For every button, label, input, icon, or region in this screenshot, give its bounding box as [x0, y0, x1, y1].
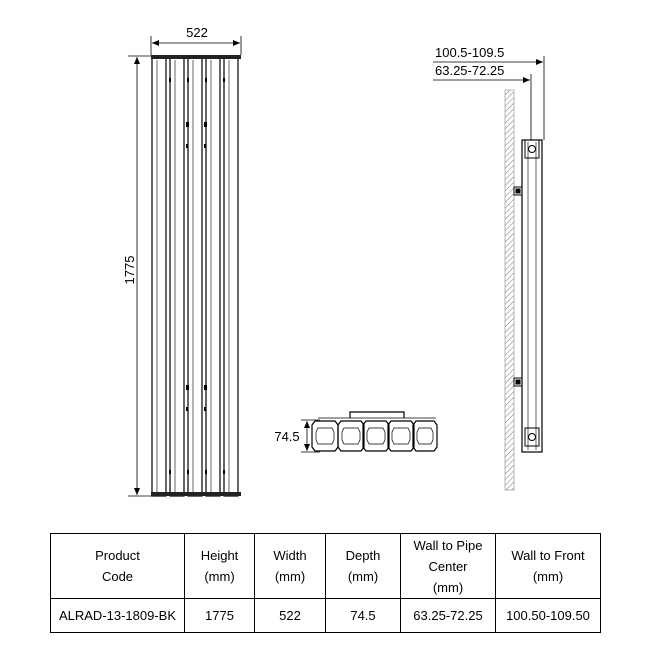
- radiator-panel: [188, 56, 202, 496]
- tube-section: [413, 421, 437, 451]
- radiator-panels: [152, 56, 238, 496]
- radiator-panel: [170, 56, 184, 496]
- cell-wall-to-pipe-center: 63.25-72.25: [401, 599, 496, 633]
- cell-wall-to-front: 100.50-109.50: [496, 599, 601, 633]
- header-wall-to-pipe-center: Wall to Pipe Center (mm): [401, 534, 496, 599]
- header-depth: Depth (mm): [326, 534, 401, 599]
- bracket-markers: [169, 78, 225, 474]
- side-view: [433, 45, 544, 490]
- depth-label: 74.5: [274, 429, 300, 444]
- mounting-bar: [350, 412, 404, 418]
- radiator-panel: [206, 56, 220, 496]
- wall-to-front-label: 100.5-109.5: [435, 45, 505, 60]
- radiator-side-profile: [522, 140, 542, 452]
- cell-depth: 74.5: [326, 599, 401, 633]
- pipe-connections: [525, 140, 539, 446]
- width-label: 522: [186, 25, 208, 40]
- header-product-code: Product Code: [51, 534, 185, 599]
- cell-product-code: ALRAD-13-1809-BK: [51, 599, 185, 633]
- bottom-manifold: [151, 492, 241, 496]
- table-header-row: [51, 534, 601, 599]
- height-label: 1775: [122, 255, 137, 285]
- wall-brackets: [514, 187, 522, 386]
- front-view: [122, 25, 241, 496]
- wall: [505, 90, 514, 490]
- radiator-panel: [224, 56, 238, 496]
- cell-width: 522: [255, 599, 326, 633]
- header-height: Height (mm): [185, 534, 255, 599]
- header-width: Width (mm): [255, 534, 326, 599]
- wall-to-pipe-label: 63.25-72.25: [435, 63, 505, 78]
- radiator-panel: [152, 56, 166, 496]
- top-manifold: [151, 55, 241, 59]
- cell-height: 1775: [185, 599, 255, 633]
- header-wall-to-front: Wall to Front (mm): [496, 534, 601, 599]
- tube-sections: [312, 421, 437, 451]
- specification-table: [50, 533, 601, 633]
- section-view: [274, 412, 437, 452]
- table-row: [51, 599, 601, 633]
